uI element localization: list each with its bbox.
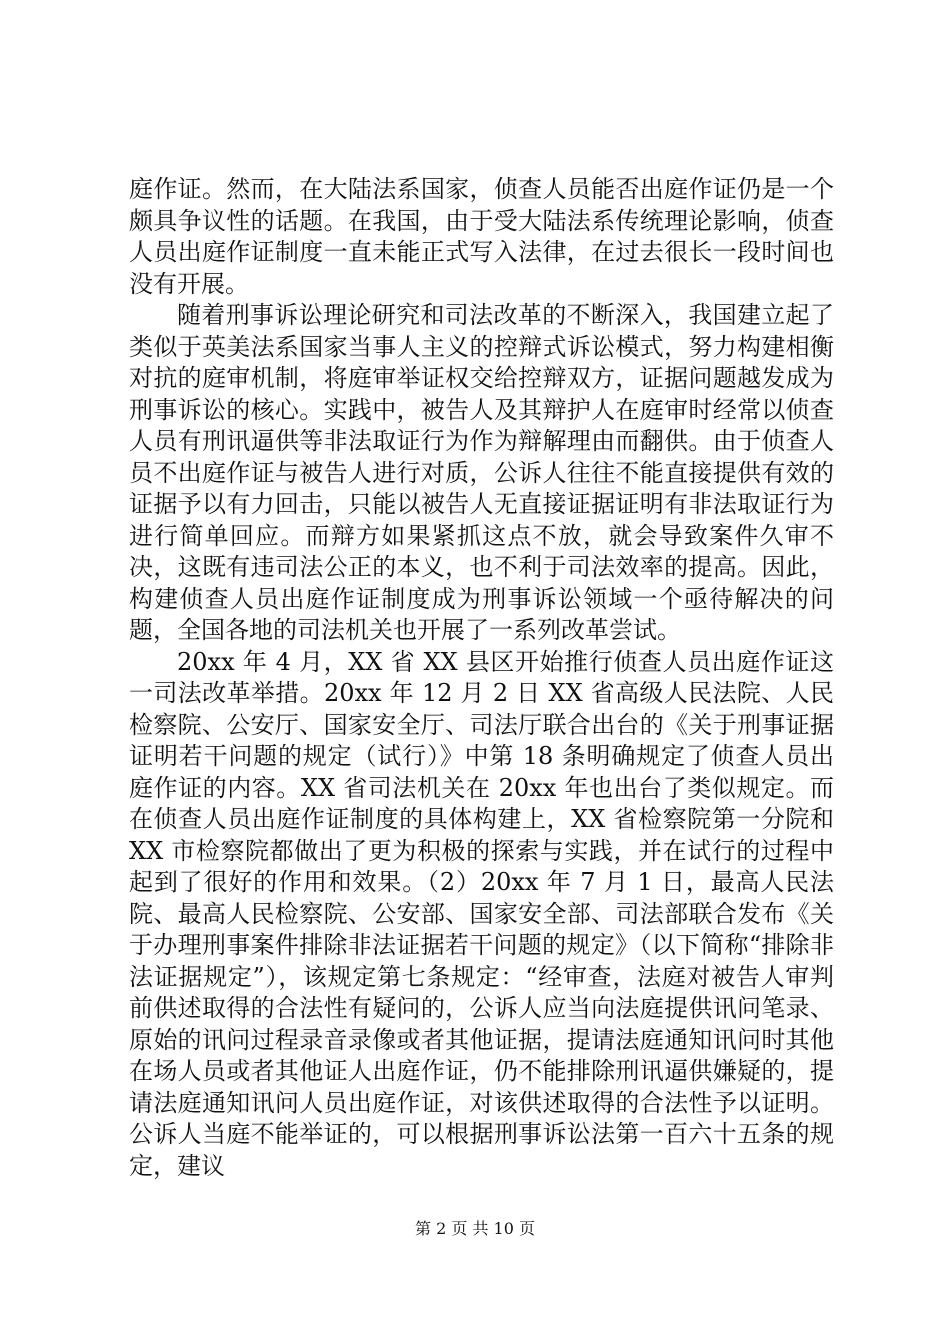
document-body bbox=[129, 174, 834, 1182]
paragraph-1: 庭作证。然而，在大陆法系国家，侦查人员能否出庭作证仍是一个颇具争议性的话题。在我国，由于受大陆法系传统理论影响，侦查人员出庭作证制度一直未能正式写入法律，在过去很长一段时间也没有开展。 bbox=[129, 175, 834, 298]
paragraph-3: 20xx 年 4 月，XX 省 XX 县区开始推行侦查人员出庭作证这一司法改革举措。20xx 年 12 月 2 日 XX 省高级人民法院、人民检察院、公安厅、国家安全厅、司法厅联合出台的《关于刑事证据证明若干问题的规定（试行）》中第 18 条明确规定了侦查人员出庭作证的内容。XX 省司法机关在 20xx 年也出台了类似规定。而在侦查人员出庭作证制度的具体构建上，XX 省检察院第一分院和 XX 市检察院都做出了更为积极的探索与实践，并在试行的过程中起到了很好的作用和效果。（2）20xx 年 7 月 1 日，最高人民法院、最高人民检察院、公安部、国家安全部、司法部联合发布《关于办理刑事案件排除非法证据若干问题的规定》（以下简称“排除非法证据规定”），该规定第七条规定：“经审查，法庭对被告人审判前供述取得的合法性有疑问的，公诉人应当向法庭提供讯问笔录、原始的讯问过程录音录像或者其他证据，提请法庭通知讯问时其他在场人员或者其他证人出庭作证，仍不能排除刑讯逼供嫌疑的，提请法庭通知讯问人员出庭作证，对该供述取得的合法性予以证明。公诉人当庭不能举证的，可以根据刑事诉讼法第一百六十五条的规定，建议 bbox=[129, 647, 834, 1180]
paragraph-2: 随着刑事诉讼理论研究和司法改革的不断深入，我国建立起了类似于英美法系国家当事人主义的控辩式诉讼模式，努力构建相衡对抗的庭审机制，将庭审举证权交给控辩双方，证据问题越发成为刑事诉讼的核心。实践中，被告人及其辩护人在庭审时经常以侦查人员有刑讯逼供等非法取证行为作为辩解理由而翻供。由于侦查人员不出庭作证与被告人进行对质，公诉人往往不能直接提供有效的证据予以有力回击，只能以被告人无直接证据证明有非法取证行为进行简单回应。而辩方如果紧抓这点不放，就会导致案件久审不决，这既有违司法公正的本义，也不利于司法效率的提高。因此，构建侦查人员出庭作证制度成为刑事诉讼领域一个亟待解决的问题，全国各地的司法机关也开展了一系列改革尝试。 bbox=[129, 301, 834, 644]
page-footer: 第 2 页 共 10 页 bbox=[415, 1219, 535, 1238]
